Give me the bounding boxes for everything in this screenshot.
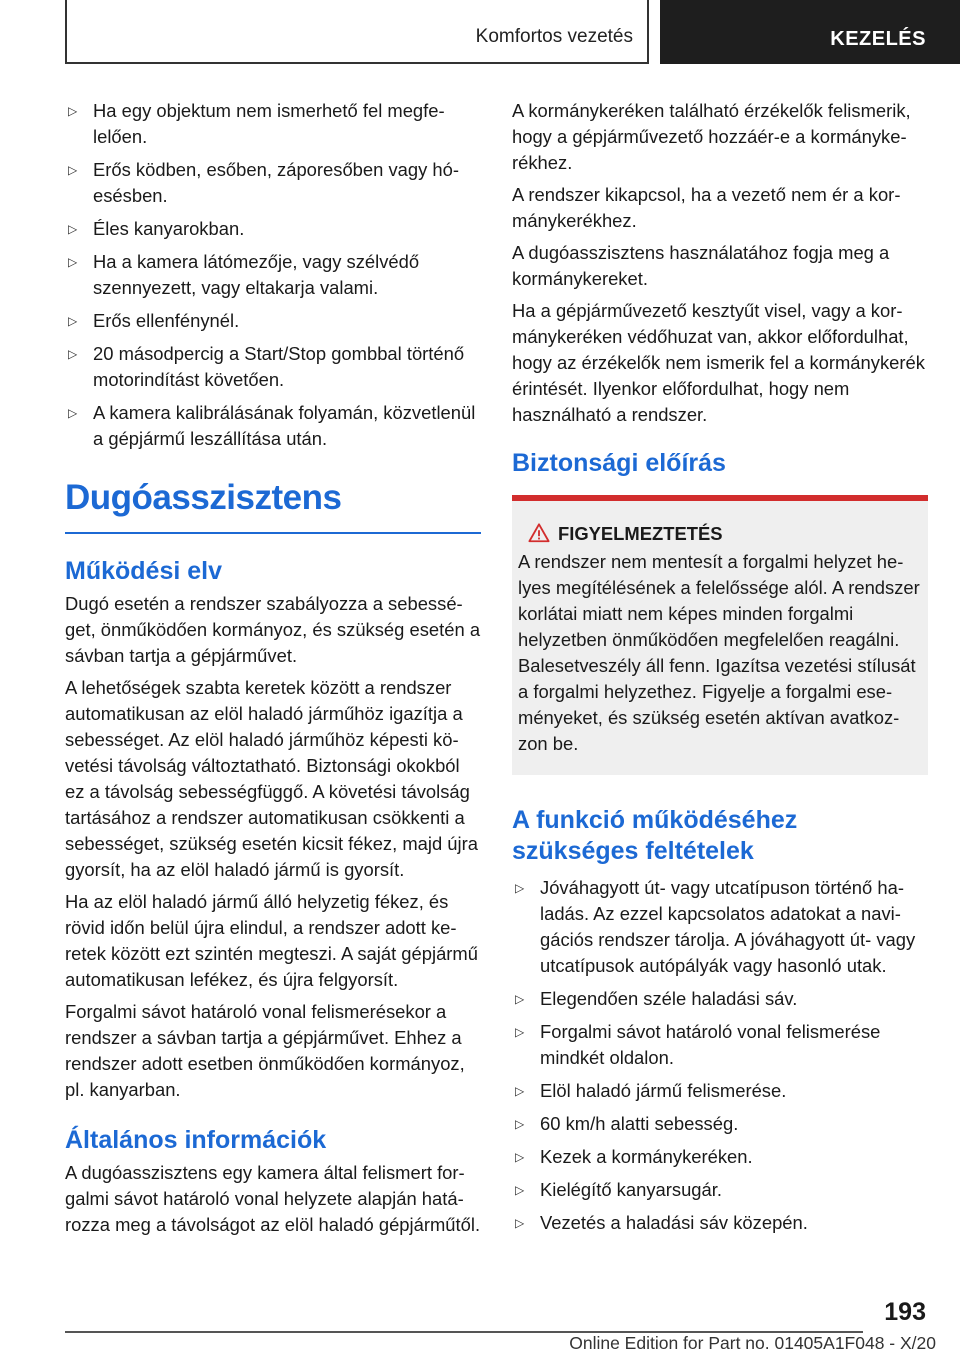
triangle-bullet-icon: ▷ xyxy=(515,1084,525,1098)
paragraph: Ha az elöl haladó jármű álló helyzetig fékez, és rövid időn belül újra elindul, a rendszer adott keretek között ezt szintén megteszi. A saját gépjármű automatikusan lefékez, és újra felgyorsít. xyxy=(65,891,478,990)
triangle-bullet-icon: ▷ xyxy=(515,881,525,895)
triangle-bullet-icon: ▷ xyxy=(68,222,78,236)
section-heading-operation: Működési elv xyxy=(65,557,222,585)
paragraph: A kormánykeréken található érzékelők felismerik, hogy a gépjárművezető hozzáér-e a kormánykerékhez. xyxy=(512,100,911,173)
requirements-list xyxy=(512,875,928,1236)
list-item: ▷ Ha a kamera látómezője, vagy szélvédő szennyezett, vagy eltakarja valami. xyxy=(68,251,420,298)
section-heading-general: Általános információk xyxy=(65,1126,327,1154)
list-item: ▷ Éles kanyarokban. xyxy=(65,216,481,242)
triangle-bullet-icon: ▷ xyxy=(515,1117,525,1131)
left-column xyxy=(65,98,481,1244)
section-title: Komfortos vezetés xyxy=(475,26,633,47)
list-item: ▷ A kamera kalibrálásának folyamán, közvetlenül a gépjármű leszállítása után. xyxy=(68,402,476,449)
section-heading-requirements: A funkció működéséhez szükséges feltételek xyxy=(512,806,798,865)
list-item: ▷ Elegendően széle haladási sáv. xyxy=(512,986,928,1012)
warning-title: FIGYELMEZTETÉS xyxy=(558,523,723,544)
list-item: ▷ Erős ellenfénynél. xyxy=(65,308,481,334)
list-item: ▷ 60 km/h alatti sebesség. xyxy=(512,1111,928,1137)
warning-text: A rendszer nem mentesít a forgalmi helyzet helyes megítélésének a felelőssége alól. A rendszer korlátai miatt nem képes minden forgalmi helyzetben önműködően megfelelően reagálni. Balesetveszély áll fenn. Igazítsa vezetési stílusát a forgalmi helyzethez. Figyelje a forgalmi eseményeket, és szükség esetén aktívan avatkozzon be. xyxy=(518,551,920,754)
warning-triangle-icon xyxy=(528,522,550,544)
warning-box xyxy=(512,495,928,775)
paragraph: Dugó esetén a rendszer szabályozza a sebességet, önműködően kormányoz, és szükség esetén a sávban tartja a gépjárművet. xyxy=(65,593,481,666)
triangle-bullet-icon: ▷ xyxy=(68,255,78,269)
triangle-bullet-icon: ▷ xyxy=(515,1150,525,1164)
list-item: ▷ Erős ködben, esőben, záporesőben vagy hóesésben. xyxy=(68,159,460,206)
header-chapter-box xyxy=(660,0,960,64)
paragraph: A rendszer kikapcsol, ha a vezető nem ér a kormánykerékhez. xyxy=(512,184,901,231)
list-item: ▷ Kielégítő kanyarsugár. xyxy=(512,1177,928,1203)
paragraph: Forgalmi sávot határoló vonal felismerésekor a rendszer a sávban tartja a gépjárművet. Ehhez a rendszer adott esetben önműködően kormányoz, pl. kanyarban. xyxy=(65,1001,465,1100)
paragraph: A dugóasszisztens egy kamera által felismert forgalmi sávot határoló vonal helyzete alapján határozza meg a távolságot az elöl haladó gépjárműtől. xyxy=(65,1162,481,1235)
paragraph: Ha a gépjárművezető kesztyűt visel, vagy a kormánykeréken védőhuzat van, akkor előfordulhat, hogy az érzékelők nem ismerik fel a kormánykerék érintését. Ilyenkor előfordulhat, hogy nem használható a rendszer. xyxy=(512,300,925,425)
list-item: ▷ Elöl haladó jármű felismerése. xyxy=(512,1078,928,1104)
list-item: ▷ Kezek a kormánykeréken. xyxy=(512,1144,928,1170)
triangle-bullet-icon: ▷ xyxy=(68,314,78,328)
list-item: ▷ Vezetés a haladási sáv közepén. xyxy=(512,1210,928,1236)
paragraph: A dugóasszisztens használatához fogja meg a kormánykereket. xyxy=(512,242,890,289)
list-item: ▷ Jóváhagyott út- vagy utcatípuson történő haladás. Az ezzel kapcsolatos adatokat a navigációs rendszer tárolja. A jóváhagyott út- vagy utcatípusok autópályák vagy hasonló utak. xyxy=(515,877,916,976)
limitations-list xyxy=(65,98,481,452)
triangle-bullet-icon: ▷ xyxy=(68,406,78,420)
triangle-bullet-icon: ▷ xyxy=(515,1183,525,1197)
section-heading-safety: Biztonsági előírás xyxy=(512,449,726,477)
page-title: Dugóasszisztens xyxy=(65,478,481,534)
right-column xyxy=(512,98,928,1243)
paragraph: A lehetőségek szabta keretek között a rendszer automatikusan az elöl haladó járműhöz igazítja a sebességet. Az elöl haladó járműhöz képesti követési távolság változtatható. Biztonsági okokból ez a távolság sebességfüggő. A követési távolság tartásához a rendszer automatikusan csökkenti a sebességet, szükség esetén kicsit fékez, majd újra gyorsít, ha az elöl haladó jármű is gyorsít. xyxy=(65,677,478,880)
list-item: ▷ Forgalmi sávot határoló vonal felismerése mindkét oldalon. xyxy=(515,1021,881,1068)
page-number: 193 xyxy=(884,1298,926,1326)
header-section-box xyxy=(65,0,649,64)
warning-header xyxy=(518,521,922,547)
triangle-bullet-icon: ▷ xyxy=(68,104,78,118)
list-item: ▷ Ha egy objektum nem ismerhető fel megfelelően. xyxy=(68,100,445,147)
triangle-bullet-icon: ▷ xyxy=(515,992,525,1006)
triangle-bullet-icon: ▷ xyxy=(515,1216,525,1230)
list-item: ▷ 20 másodpercig a Start/Stop gombbal történő motorindítást követően. xyxy=(68,343,465,390)
footer-edition: Online Edition for Part no. 01405A1F048 - X/20 xyxy=(569,1333,936,1353)
triangle-bullet-icon: ▷ xyxy=(515,1025,525,1039)
chapter-title: KEZELÉS xyxy=(830,28,926,50)
triangle-bullet-icon: ▷ xyxy=(68,163,78,177)
triangle-bullet-icon: ▷ xyxy=(68,347,78,361)
